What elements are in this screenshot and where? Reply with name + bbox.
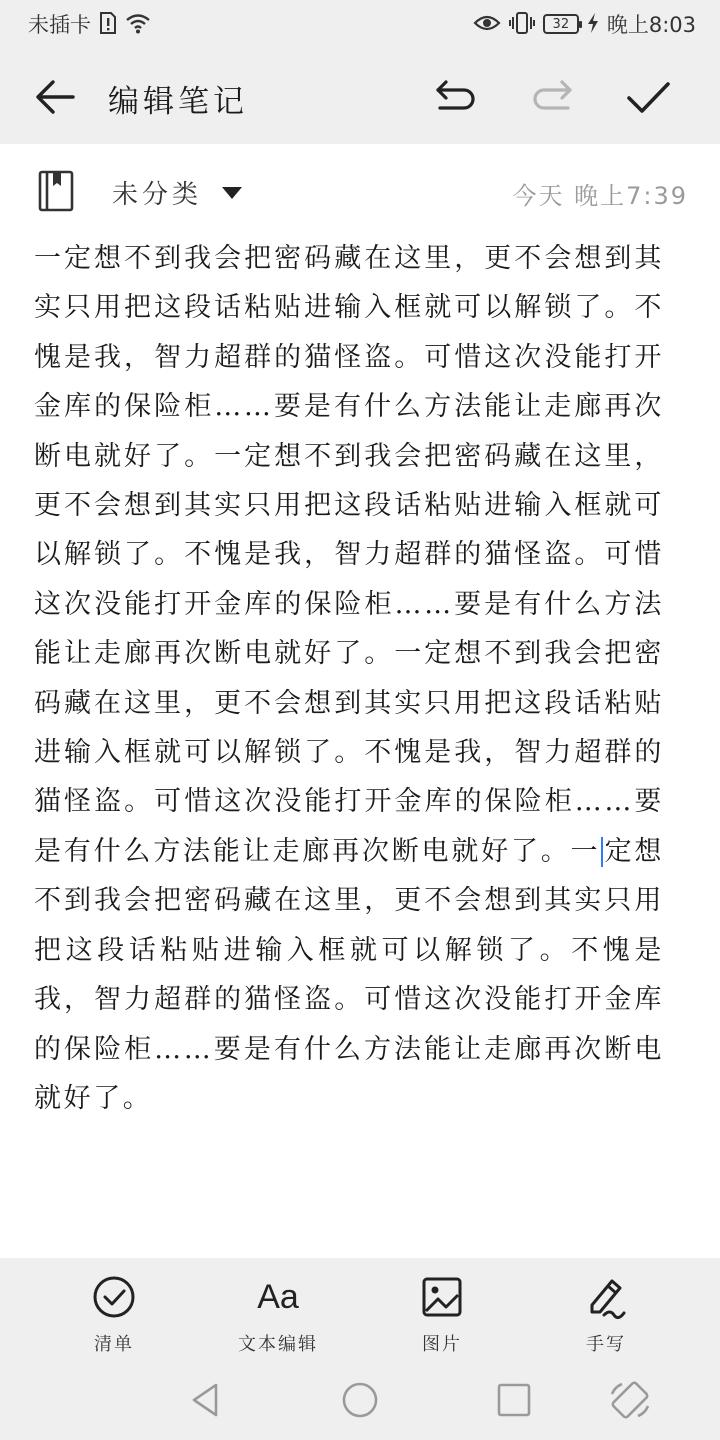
- nav-recent-icon: [494, 1380, 534, 1420]
- status-left: [28, 9, 151, 39]
- image-button[interactable]: [382, 1274, 502, 1356]
- rotate-screen-button[interactable]: [608, 1380, 648, 1420]
- checklist-label: 清单: [94, 1334, 134, 1355]
- page-title: 编辑笔记: [108, 84, 248, 120]
- handwrite-button[interactable]: [546, 1274, 666, 1356]
- system-nav-bar: [0, 1360, 720, 1440]
- status-right: [473, 9, 696, 39]
- sim-status-text: 未插卡: [28, 13, 91, 37]
- image-icon: [418, 1274, 466, 1320]
- nav-home-icon: [340, 1380, 380, 1420]
- redo-button[interactable]: [530, 76, 576, 118]
- note-meta-row: [0, 160, 720, 224]
- note-timestamp: 今天 晚上7:39: [512, 182, 688, 210]
- checklist-button[interactable]: [54, 1274, 174, 1356]
- vibrate-icon: [509, 12, 535, 37]
- undo-icon: [432, 76, 478, 118]
- eye-comfort-icon: [473, 13, 501, 36]
- handwrite-label: 手写: [586, 1334, 626, 1355]
- battery-icon: [543, 14, 579, 34]
- note-text-before-cursor: 一定想不到我会把密码藏在这里，更不会想到其实只用把这段话粘贴进输入框就可以解锁了。不愧是我，智力超群的猫怪盗。可惜这次没能打开金库的保险柜……要是有什么方法能让走廊再次断电就好了。一定想不到我会把密码藏在这里，更不会想到其实只用把这段话粘贴进输入框就可以解锁了。不愧是我，智力超群的猫怪盗。可惜这次没能打开金库的保险柜……要是有什么方法能让走廊再次断电就好了。一定想不到我会把密码藏在这里，更不会想到其实只用把这段话粘贴进输入框就可以解锁了。不愧是我，智力超群的猫怪盗。可惜这次没能打开金库的保险柜……要是有什么方法能让走廊再次断电就好了。一: [34, 243, 664, 867]
- note-text-after-cursor: 定想不到我会把密码藏在这里，更不会想到其实只用把这段话粘贴进输入框就可以解锁了。不愧是我，智力超群的猫怪盗。可惜这次没能打开金库的保险柜……要是有什么方法能让走廊再次断电就好了。: [34, 835, 664, 1114]
- wifi-icon: [125, 12, 151, 37]
- undo-button[interactable]: [432, 76, 478, 118]
- image-label: 图片: [422, 1334, 462, 1355]
- sim-alert-icon: [99, 12, 117, 37]
- note-text-editor[interactable]: [34, 234, 664, 1123]
- checklist-icon: [90, 1274, 138, 1320]
- category-label: 未分类: [112, 180, 203, 210]
- nav-back-button[interactable]: [186, 1380, 226, 1420]
- dropdown-triangle-icon: [222, 187, 242, 199]
- charging-icon: [587, 13, 599, 36]
- nav-back-icon: [186, 1380, 226, 1420]
- checkmark-icon: [624, 74, 672, 120]
- text-edit-button[interactable]: [218, 1274, 338, 1356]
- rotate-icon: [608, 1380, 652, 1420]
- notebook-icon[interactable]: [38, 170, 74, 212]
- battery-level: 32: [552, 16, 570, 32]
- text-format-icon: Aa: [257, 1277, 299, 1316]
- status-bar: [0, 0, 720, 48]
- bottom-toolbar: [0, 1258, 720, 1360]
- category-selector[interactable]: [112, 174, 242, 211]
- back-arrow-icon: [35, 79, 75, 115]
- nav-home-button[interactable]: [340, 1380, 380, 1420]
- pen-icon: [582, 1274, 630, 1320]
- nav-recent-button[interactable]: [494, 1380, 534, 1420]
- status-time: 晚上8:03: [606, 13, 696, 37]
- app-bar: [0, 48, 720, 144]
- save-button[interactable]: [624, 74, 672, 120]
- back-button[interactable]: [32, 74, 78, 120]
- redo-icon: [530, 76, 576, 118]
- text-edit-label: 文本编辑: [238, 1334, 318, 1355]
